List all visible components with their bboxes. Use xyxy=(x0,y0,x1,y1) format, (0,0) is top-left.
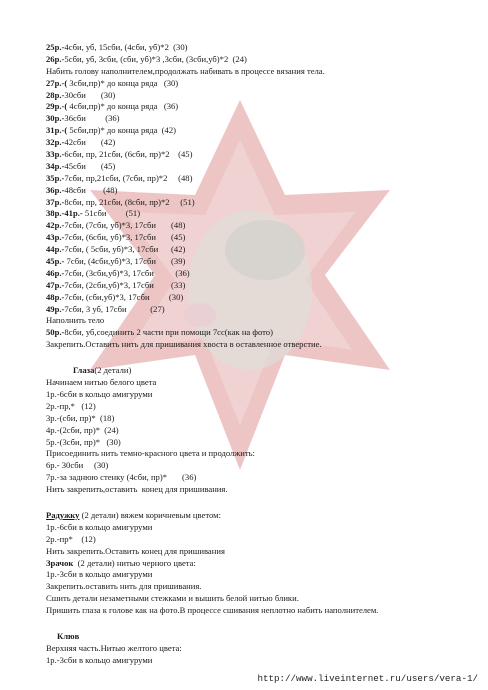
row-number: 30р.- xyxy=(46,113,65,124)
row-instructions: 7сби, (7сби, уб)*3, 17сби (48) xyxy=(64,220,186,231)
pattern-row xyxy=(46,90,466,102)
pattern-row xyxy=(46,268,466,280)
row-instructions: 3сби,пр)* до конца ряда (30) xyxy=(67,77,179,88)
iris-title-suffix: (2 детали) вяжем коричневым цветом: xyxy=(79,509,221,520)
row-number: 46р.- xyxy=(46,267,65,278)
pattern-row xyxy=(46,185,466,197)
row-number: 34р.- xyxy=(46,160,65,171)
eyes-heading xyxy=(46,365,466,377)
row-instructions: 7сби, (2сби,уб)*3, 17сби (33) xyxy=(64,279,186,290)
eyes-line: Нить закрепить,оставить конец для пришивания. xyxy=(46,484,228,495)
pattern-row xyxy=(46,54,466,66)
pupil-heading xyxy=(46,558,466,570)
pupil-line: 1р.-3сби в кольцо амигуруми xyxy=(46,569,153,580)
pupil-line: Закрепить.оставить нить для пришивания. xyxy=(46,581,202,592)
row-instructions: 42сби (42) xyxy=(64,137,116,148)
row-instructions: 4сби,пр)* до конца ряда (36) xyxy=(67,101,179,112)
row-instructions: Наполнить тело xyxy=(46,315,105,326)
pattern-row xyxy=(46,197,466,209)
eyes-title: Глаза xyxy=(73,365,95,376)
row-instructions: 5сби, уб, 3сби, (сби, уб)*3 ,3сби, (3сби,уб)*2 (24) xyxy=(64,53,247,64)
eyes-line: 2р.-пр,* (12) xyxy=(46,400,96,411)
pupil-lines xyxy=(46,569,466,617)
row-instructions: 5сби,пр)* до конца ряда (42) xyxy=(67,125,177,136)
pattern-row xyxy=(46,256,466,268)
iris-title: Радужку xyxy=(46,509,80,520)
pattern-row xyxy=(46,66,466,78)
pattern-row xyxy=(46,42,466,54)
pattern-text xyxy=(46,42,466,667)
row-number: 36р.- xyxy=(46,184,65,195)
pattern-row xyxy=(46,339,466,351)
row-instructions: 51сби (51) xyxy=(82,208,141,219)
pattern-row xyxy=(46,220,466,232)
footer-url: http://www.liveinternet.ru/users/vera-1/ xyxy=(257,673,478,684)
eyes-line: 5р.-(3сби, пр)* (30) xyxy=(46,436,121,447)
pattern-row xyxy=(46,304,466,316)
pattern-row xyxy=(46,149,466,161)
row-instructions: 7сби, (6сби, уб)*3, 17сби (45) xyxy=(64,232,186,243)
row-number: 50р.- xyxy=(46,327,65,338)
row-number: 49р.- xyxy=(46,303,65,314)
row-number: 48р.- xyxy=(46,291,65,302)
row-instructions: 36сби (36) xyxy=(64,113,120,124)
row-instructions: 30сби (30) xyxy=(64,89,116,100)
pattern-row xyxy=(46,137,466,149)
iris-lines xyxy=(46,522,466,558)
row-number: 31р.-( xyxy=(46,125,68,136)
iris-line: 1р.-6сби в кольцо амигуруми xyxy=(46,521,153,532)
pattern-row xyxy=(46,232,466,244)
eyes-line: 7р.-за заднюю стенку (4сби, пр)* (36) xyxy=(46,472,197,483)
row-number: 37р.- xyxy=(46,196,65,207)
pattern-row xyxy=(46,125,466,137)
pupil-line: Пришить глаза к голове как на фото.В процессе сшивания неплотно набить наполнителем. xyxy=(46,605,379,616)
row-number: 44р.- xyxy=(46,244,65,255)
row-instructions: 7сби, (4сби,уб)*3, 17сби (39) xyxy=(64,256,186,267)
row-instructions: 8сби, уб,соединить 2 части при помощи 7сс(как на фото) xyxy=(64,327,273,338)
pattern-row xyxy=(46,315,466,327)
pattern-row xyxy=(46,292,466,304)
row-number: 27р.-( xyxy=(46,77,68,88)
row-number: 29р.-( xyxy=(46,101,68,112)
row-instructions: Закрепить.Оставить нить для пришивания хвоста в оставленное отверстие. xyxy=(46,339,322,350)
row-number: 28р.- xyxy=(46,89,65,100)
pattern-row xyxy=(46,327,466,339)
eyes-line: 4р.-(2сби, пр)* (24) xyxy=(46,424,119,435)
row-instructions: 7сби, (сби,уб)*3, 17сби (30) xyxy=(64,291,184,302)
row-number: 47р.- xyxy=(46,279,65,290)
eyes-line: Присоединить нить темно-красного цвета и продолжить: xyxy=(46,448,255,459)
row-instructions: 7сби, 3 уб, 17сби (27) xyxy=(64,303,165,314)
eyes-line: Начинаем нитью белого цвета xyxy=(46,377,157,388)
pattern-row xyxy=(46,173,466,185)
row-instructions: 6сби, пр, 21сби, (6сби, пр)*2 (45) xyxy=(64,149,193,160)
row-number: 26р.- xyxy=(46,53,65,64)
pupil-title-suffix: (2 детали) нитью черного цвета: xyxy=(73,557,196,568)
row-instructions: 45сби (45) xyxy=(64,160,116,171)
eyes-line: 3р.-(сби, пр)* (18) xyxy=(46,412,115,423)
row-instructions: 7сби, ( 5сби, уб)*3, 17сби (42) xyxy=(64,244,186,255)
row-number: 38р.-41р.- xyxy=(46,208,83,219)
row-instructions: 4сби, уб, 15сби, (4сби, уб)*2 (30) xyxy=(64,42,188,52)
beak-heading: Клюв xyxy=(57,630,80,641)
row-number: 43р.- xyxy=(46,232,65,243)
row-number: 42р.- xyxy=(46,220,65,231)
pattern-row xyxy=(46,161,466,173)
row-number: 32р.- xyxy=(46,137,65,148)
row-instructions: 7сби, пр,21сби, (7сби, пр)*2 (48) xyxy=(64,172,193,183)
pattern-row xyxy=(46,101,466,113)
row-list xyxy=(46,42,466,351)
row-number: 33р.- xyxy=(46,149,65,160)
row-number: 35р.- xyxy=(46,172,65,183)
row-instructions: 48сби (48) xyxy=(64,184,118,195)
row-instructions: Набить голову наполнителем,продолжать набивать в процессе вязания тела. xyxy=(46,65,325,76)
iris-heading xyxy=(46,510,466,522)
eyes-line: 1р.-6сби в кольцо амигуруми xyxy=(46,388,153,399)
beak-lines xyxy=(46,643,466,667)
pattern-row xyxy=(46,78,466,90)
beak-line: Верхняя часть.Нитью желтого цвета: xyxy=(46,642,182,653)
row-number: 45р.- xyxy=(46,256,65,267)
eyes-lines xyxy=(46,377,466,496)
row-number: 25р.- xyxy=(46,42,65,52)
iris-line: Нить закрепить.Оставить конец для пришивания xyxy=(46,545,225,556)
beak-line: 1р.-3сби в кольцо амигуруми xyxy=(46,654,153,665)
pattern-row xyxy=(46,113,466,125)
eyes-line: 6р.- 30сби (30) xyxy=(46,460,109,471)
pattern-row xyxy=(46,208,466,220)
pupil-title: Зрачок xyxy=(46,557,74,568)
pupil-line: Сшить детали незаметными стежками и вышить белой нитью блики. xyxy=(46,593,299,604)
iris-line: 2р.-пр* (12) xyxy=(46,533,96,544)
row-instructions: 7сби, (3сби,уб)*3, 17сби (36) xyxy=(64,267,190,278)
pattern-row xyxy=(46,244,466,256)
eyes-title-suffix: (2 детали) xyxy=(94,365,132,376)
pattern-row xyxy=(46,280,466,292)
row-instructions: 8сби, пр, 21сби, (8сби, пр)*2 (51) xyxy=(64,196,195,207)
